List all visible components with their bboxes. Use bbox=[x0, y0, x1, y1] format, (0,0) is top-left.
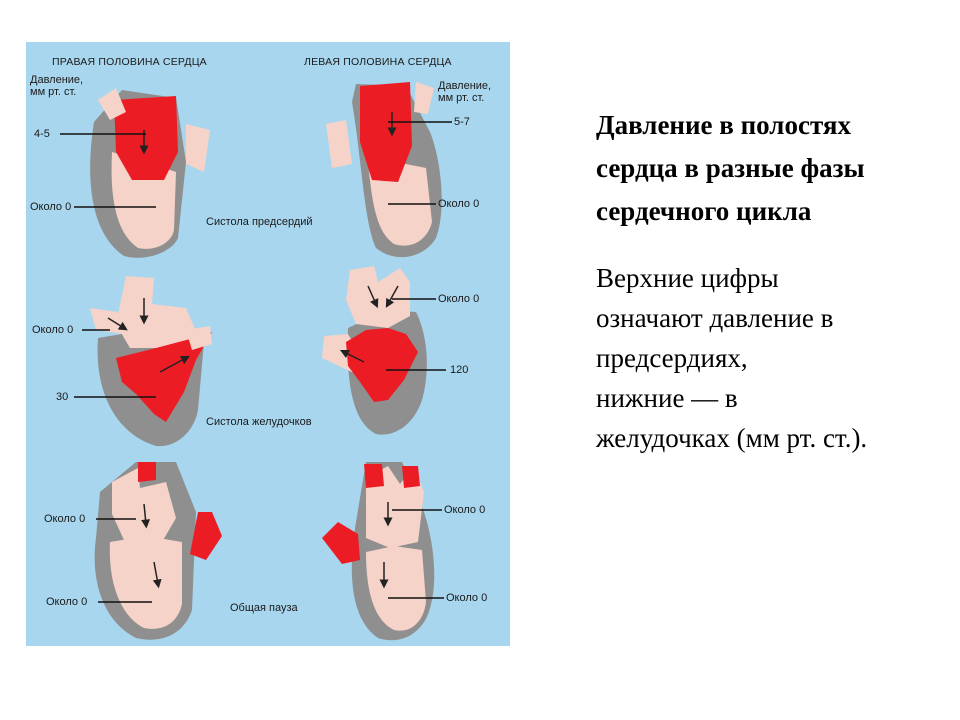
row2-left-lower-value: 120 bbox=[450, 364, 469, 376]
row3-left-heart bbox=[322, 462, 434, 640]
header-right-half: ПРАВАЯ ПОЛОВИНА СЕРДЦА bbox=[52, 56, 207, 68]
row2-left-heart bbox=[322, 266, 427, 435]
title-line-1: Давление в полостях bbox=[596, 110, 851, 140]
body-line-4: нижние — в bbox=[596, 383, 738, 413]
row1-right-heart bbox=[90, 88, 210, 258]
row3-left-upper-value: Около 0 bbox=[444, 504, 486, 516]
pressure-unit-left-line2: мм рт. ст. bbox=[30, 86, 77, 98]
row1-left-upper-value: 5-7 bbox=[454, 116, 470, 128]
row3-left-lower-value: Около 0 bbox=[446, 592, 488, 604]
body-line-2: означают давление в bbox=[596, 303, 834, 333]
row1-phase-label: Систола предсердий bbox=[206, 216, 313, 228]
row2-right-heart bbox=[90, 276, 212, 446]
title-line-2: сердца в разные фазы bbox=[596, 153, 865, 183]
pressure-unit-right-line2: мм рт. ст. bbox=[438, 92, 485, 104]
row3-right-heart bbox=[95, 462, 222, 640]
row2-right-lower-value: 30 bbox=[56, 391, 69, 403]
row2-left-upper-value: Около 0 bbox=[438, 293, 480, 305]
heart-drawings bbox=[26, 42, 510, 646]
slide-body bbox=[596, 258, 936, 458]
row1-right-upper-value: 4-5 bbox=[34, 128, 50, 140]
title-line-3: сердечного цикла bbox=[596, 196, 812, 226]
slide-title bbox=[596, 104, 936, 233]
row1-left-heart bbox=[326, 82, 442, 257]
body-line-5: желудочках (мм рт. ст.). bbox=[596, 423, 868, 453]
row2-phase-label: Систола желудочков bbox=[206, 416, 312, 428]
row2-right-upper-value: Около 0 bbox=[32, 324, 74, 336]
row3-right-upper-value: Около 0 bbox=[44, 513, 86, 525]
row1-right-lower-value: Около 0 bbox=[30, 201, 72, 213]
heart-pressure-diagram bbox=[26, 42, 510, 646]
row1-left-lower-value: Около 0 bbox=[438, 198, 480, 210]
pressure-unit-right-line1: Давление, bbox=[438, 80, 492, 92]
body-line-1: Верхние цифры bbox=[596, 263, 779, 293]
row3-phase-label: Общая пауза bbox=[230, 602, 298, 614]
header-left-half: ЛЕВАЯ ПОЛОВИНА СЕРДЦА bbox=[304, 56, 452, 68]
row3-right-lower-value: Около 0 bbox=[46, 596, 88, 608]
body-line-3: предсердиях, bbox=[596, 343, 748, 373]
pressure-unit-left-line1: Давление, bbox=[30, 74, 84, 86]
